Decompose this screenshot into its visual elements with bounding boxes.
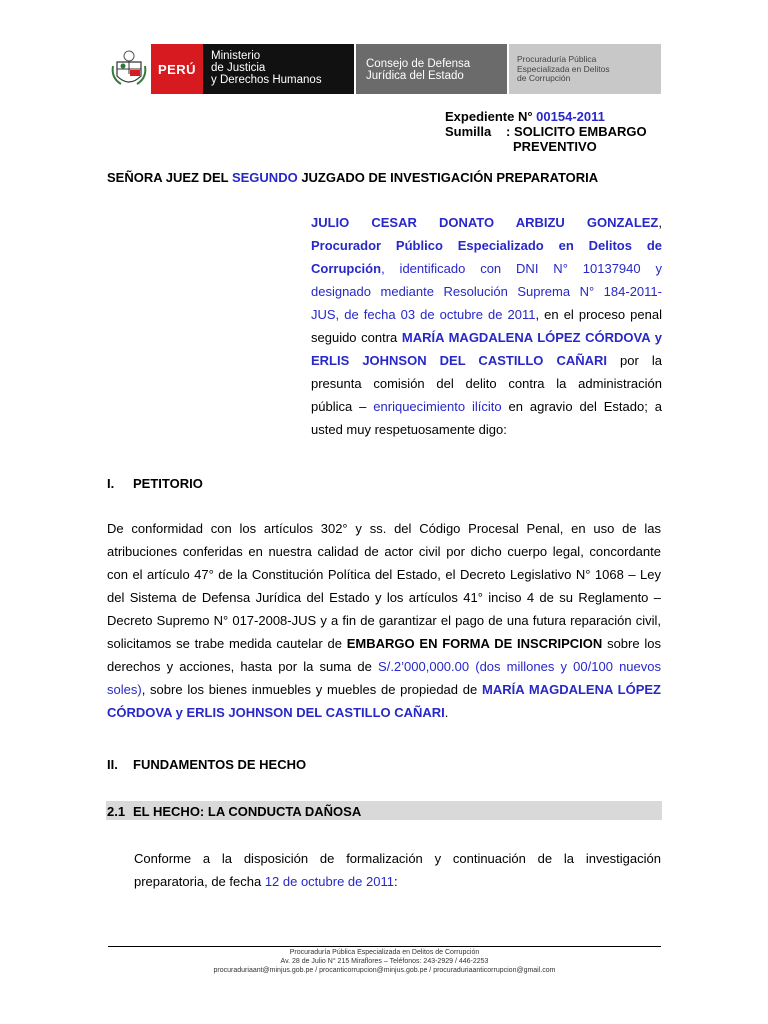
ministry-label: Ministerio de Justicia y Derechos Humanos (203, 44, 354, 94)
section-2-number: II. (107, 757, 118, 772)
institution-header (107, 44, 661, 94)
case-number: Expediente N° 00154-2011 (445, 109, 605, 124)
coat-of-arms-icon (107, 44, 151, 94)
peru-brand: PERÚ (151, 44, 203, 94)
hecho-paragraph: Conforme a la disposición de formalización y continuación de la investigación preparatoria, de fecha 12 de octubre de 2011: (134, 851, 661, 889)
sumilla-label: Sumilla (445, 124, 492, 139)
section-2-1-title: EL HECHO: LA CONDUCTA DAÑOSA (133, 804, 362, 819)
council-label: Consejo de Defensa Jurídica del Estado (356, 44, 507, 94)
footer-emails: procuraduriaant@minjus.gob.pe / procanticorrupcion@minjus.gob.pe / procuraduriaanticorrupcion@gmail.com (213, 967, 556, 974)
sumilla-value: : SOLICITO EMBARGO (506, 124, 647, 139)
section-2-title: FUNDAMENTOS DE HECHO (133, 757, 307, 772)
petitorio-paragraph: De conformidad con los artículos 302° y ss. del Código Procesal Penal, en uso de las atribuciones conferidas en nuestra calidad de actor civil por dicho cuerpo legal, concordante con el artículo 47° de la Constitución Política del Estado, el Decreto Legislativo N° 1068 – Ley del Sistema de Defensa Jurídica del Estado y los artículos 41° inciso 4 de su Reglamento – Decreto Supremo N° 017-2008-JUS y a fin de garantizar el pago de una futura reparación civil, solicitamos se trabe medida cautelar de EMBARGO EN FORMA DE INSCRIPCION sobre los derechos y acciones, hasta por la suma de S/.2’000,000.00 (dos millones y 00/100 nuevos soles), sobre los bienes inmuebles y muebles de propiedad de MARÍA MAGDALENA LÓPEZ CÓRDOVA y ERLIS JOHNSON DEL CASTILLO CAÑARI. (107, 521, 661, 720)
intro-paragraph: JULIO CESAR DONATO ARBIZU GONZALEZ, Procurador Público Especializado en Delitos de Corrupción, identificado con DNI N° 10137940 y designado mediante Resolución Suprema N° 184-2011- JUS, de fecha 03 de octubre de 2011, en el proceso penal seguido contra MARÍA MAGDALENA LÓPEZ CÓRDOVA y ERLIS JOHNSON DEL CASTILLO CAÑARI por la presunta comisión del delito contra la administración pública – enriquecimiento ilícito en agravio del Estado; a usted muy respetuosamente digo: (311, 215, 662, 437)
footer-rule (108, 946, 661, 947)
footer-address: Av. 28 de Julio N° 215 Miraflores – Teléfonos: 243-2929 / 446-2253 (280, 958, 489, 965)
office-label: Procuraduría Pública Especializada en Delitos de Corrupción (509, 44, 661, 94)
section-1-title: PETITORIO (133, 476, 203, 491)
section-1-number: I. (107, 476, 115, 491)
footer-office: Procuraduría Pública Especializada en Delitos de Corrupción (289, 949, 480, 956)
addressee: SEÑORA JUEZ DEL SEGUNDO JUZGADO DE INVESTIGACIÓN PREPARATORIA (107, 170, 599, 185)
sumilla-value-cont: PREVENTIVO (513, 139, 597, 154)
section-2-1-number: 2.1 (107, 804, 126, 819)
